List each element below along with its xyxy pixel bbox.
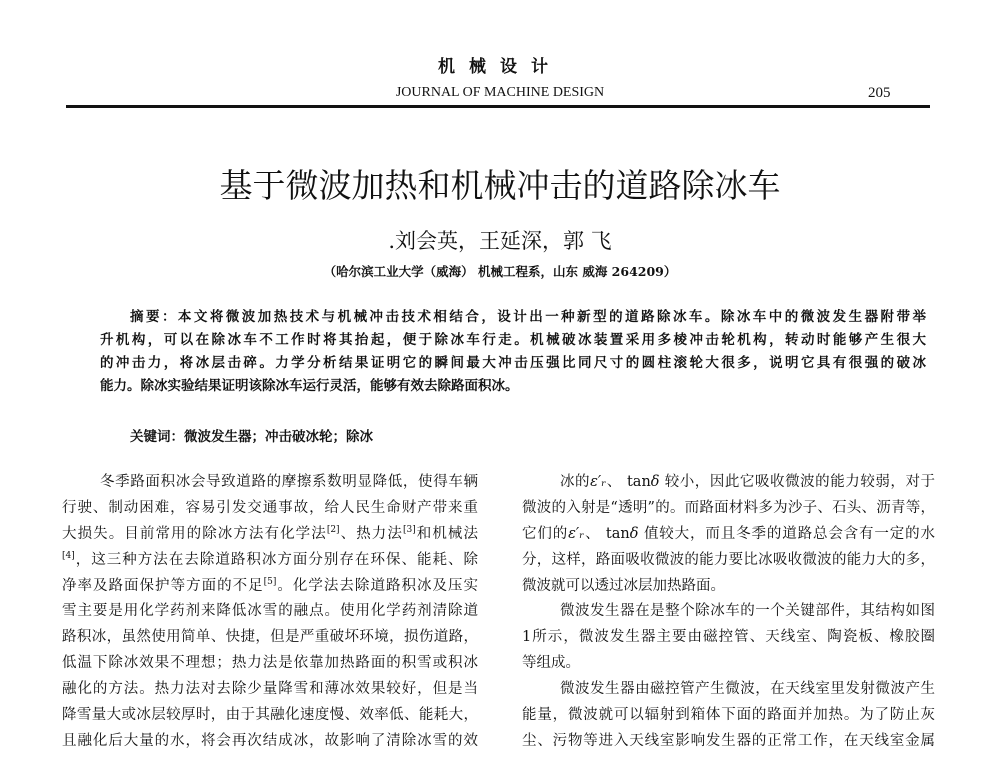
delta-symbol: δ xyxy=(650,474,660,490)
abstract-line: 能力。除冰实验结果证明该除冰车运行灵活，能够有效去除路面积冰。 xyxy=(100,378,519,394)
journal-name-en: JOURNAL OF MACHINE DESIGN xyxy=(395,85,605,100)
text-line xyxy=(522,522,935,548)
text-line: 尘、污物等进入天线室影响发生器的正常工作，在天线室金属 xyxy=(522,732,935,749)
text-line: 等组成。 xyxy=(522,655,580,672)
text-line: 低温下除冰效果不理想；热力法是依靠加热路面的积雪或积冰 xyxy=(62,655,478,672)
text-line: 1所示，微波发生器主要由磁控管、天线室、陶瓷板、橡胶圈 xyxy=(522,629,935,646)
epsilon-symbol: ε′ᵣ xyxy=(568,525,585,542)
abstract-line: 升机构，可以在除冰车不工作时将其抬起，便于除冰车行走。机械破冰装置采用多棱冲击轮机构，转动时能够产生很大 xyxy=(100,332,926,348)
authors: .刘会英，王延深，郭 飞 xyxy=(388,229,612,253)
text-line: 微波发生器由磁控管产生微波，在天线室里发射微波产生 xyxy=(560,681,935,698)
text: 它们的 xyxy=(522,525,569,542)
text-line: 分，这样，路面吸收微波的能力要比冰吸收微波的能力大的多， xyxy=(522,551,935,568)
text: 和机械法 xyxy=(415,525,478,542)
text-line: 行驶、制动困难，容易引发交通事故，给人民生命财产带来重 xyxy=(62,499,478,516)
header-rule xyxy=(66,105,930,108)
text: 值较大，而且冬季的道路总会含有一定的水 xyxy=(638,525,935,542)
delta-symbol: δ xyxy=(629,525,639,542)
abstract xyxy=(100,306,926,398)
text: 较小，因此它吸收微波的能力较弱，对于 xyxy=(659,474,935,490)
journal-name-cn: 机械设计 xyxy=(438,57,562,77)
text: ，这三种方法在去除道路积冰方面分别存在环保、能耗、除 xyxy=(74,551,478,568)
text: 大损失。目前常用的除冰方法有化学法 xyxy=(62,525,327,542)
epsilon-symbol: ε′ᵣ xyxy=(590,474,607,490)
text-line: 路积冰，虽然使用简单、快捷，但是严重破坏环境，损伤道路， xyxy=(62,629,478,646)
text-line: 雪主要是用化学药剂来降低冰雪的融点。使用化学药剂清除道 xyxy=(62,603,478,620)
text-line: 冬季路面积冰会导致道路的摩擦系数明显降低，使得车辆 xyxy=(100,474,478,490)
text-line: 微波发生器在是整个除冰车的一个关键部件，其结构如图 xyxy=(560,603,935,620)
text: 、 tan xyxy=(584,525,630,542)
text: 、 tan xyxy=(606,474,651,490)
keywords: 关键词：微波发生器；冲击破冰轮；除冰 xyxy=(130,429,373,445)
text: 冰的 xyxy=(560,474,591,490)
text-line: 融化的方法。热力法对去除少量降雪和薄冰效果较好，但是当 xyxy=(62,681,478,698)
citation: [4] xyxy=(62,550,75,561)
text: 、热力法 xyxy=(339,525,403,542)
abstract-line: 的冲击力，将冰层击碎。力学分析结果证明它的瞬间最大冲击压强比同尺寸的圆柱滚轮大很多，说明它具有很强的破冰 xyxy=(100,355,926,371)
page-number: 205 xyxy=(868,85,891,101)
text-line: 微波的入射是“透明”的。而路面材料多为沙子、石头、沥青等， xyxy=(522,499,935,516)
paper-title: 基于微波加热和机械冲击的道路除冰车 xyxy=(219,166,781,205)
text: 。化学法去除道路积冰及压实 xyxy=(276,577,478,594)
affiliation: （哈尔滨工业大学（威海） 机械工程系，山东 威海 264209） xyxy=(323,264,677,279)
abstract-line: 摘要：本文将微波加热技术与机械冲击技术相结合，设计出一种新型的道路除冰车。除冰车中的微波发生器附带举 xyxy=(130,309,926,325)
left-column xyxy=(62,470,478,755)
right-column xyxy=(522,470,935,755)
text-line xyxy=(522,470,935,496)
citation: [3] xyxy=(402,524,416,535)
text-line xyxy=(62,548,478,574)
text-line: 微波就可以透过冰层加热路面。 xyxy=(522,577,725,594)
citation: [5] xyxy=(263,576,277,587)
text-line: 且融化后大量的水，将会再次结成冰，故影响了清除冰雪的效 xyxy=(62,732,478,749)
text-line xyxy=(62,574,478,600)
text-line: 降雪量大或冰层较厚时，由于其融化速度慢、效率低、能耗大， xyxy=(62,707,478,724)
text: 净率及路面保护等方面的不足 xyxy=(62,577,264,594)
citation: [2] xyxy=(326,524,340,535)
text-line xyxy=(62,522,478,548)
text-line: 能量，微波就可以辐射到箱体下面的路面并加热。为了防止灰 xyxy=(522,707,935,724)
